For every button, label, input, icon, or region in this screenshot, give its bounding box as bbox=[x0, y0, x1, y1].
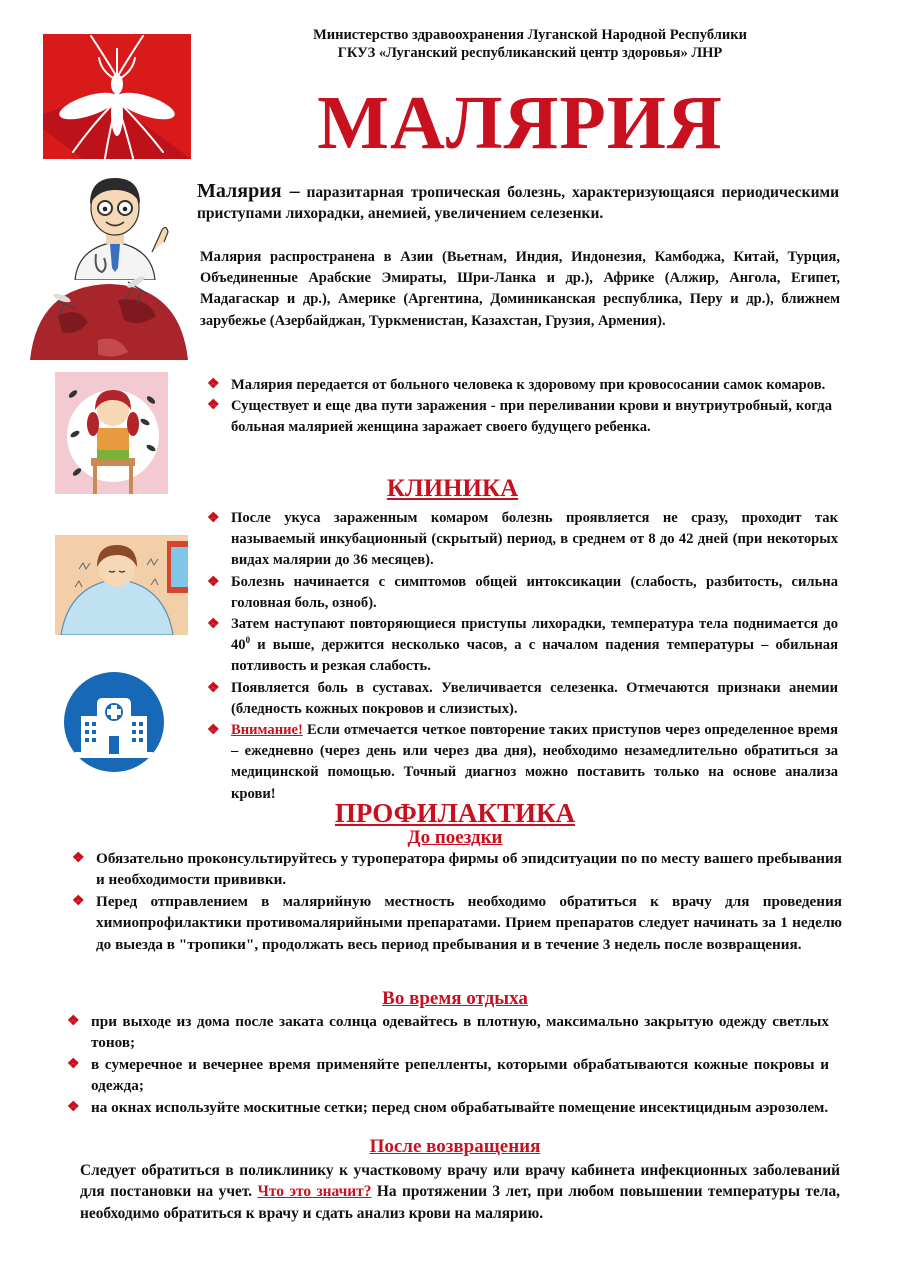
bullet-icon: ❖ bbox=[207, 723, 220, 739]
list-item: ❖ Болезнь начинается с симптомов общей интоксикации (слабость, разбитость, сильна головная боль, озноб). bbox=[207, 573, 838, 611]
list-item: ❖ на окнах используйте москитные сетки; перед сном обрабатывайте помещение инсектицидным аэрозолем. bbox=[65, 1097, 829, 1118]
bullet-icon: ❖ bbox=[207, 617, 220, 633]
during-rest-list bbox=[65, 1011, 829, 1118]
transmission-list bbox=[205, 375, 832, 437]
before-trip-heading: До поездки bbox=[407, 827, 503, 848]
prevention-heading: ПРОФИЛАКТИКА bbox=[334, 798, 576, 828]
bullet-icon: ❖ bbox=[207, 511, 220, 526]
chills-illustration bbox=[55, 535, 188, 635]
during-rest-heading: Во время отдыха bbox=[382, 988, 528, 1009]
after-return-paragraph: Следует обратиться в поликлинику к участковому врачу или врачу кабинета инфекционных заболеваний для постановки на учет. Что это значит? На протяжении 3 лет, при любом повышении температуры тела, необходимо обратиться к врачу и сдать анализ крови на малярию. bbox=[80, 1162, 840, 1222]
bullet-icon: ❖ bbox=[72, 893, 85, 909]
girl-mosquitoes-illustration bbox=[55, 372, 168, 494]
list-item: ❖ в сумеречное и вечернее время применяйте репелленты, которыми обрабатываются кожные покровы и одежда; bbox=[67, 1055, 829, 1095]
bullet-icon: ❖ bbox=[207, 377, 220, 392]
list-item: ❖ Существует и еще два пути заражения - при переливании крови и внутриутробный, когда больная малярией женщина заражает своего будущего ребенка. bbox=[207, 397, 832, 435]
list-item: ❖ при выходе из дома после заката солнца одевайтесь в плотную, максимально закрытую одежду светлых тонов; bbox=[67, 1013, 829, 1052]
bullet-icon: ❖ bbox=[207, 574, 220, 590]
degree-superscript: 0 bbox=[245, 635, 251, 646]
warning-label: Внимание! bbox=[231, 722, 303, 739]
list-item: ❖ Появляется боль в суставах. Увеличивается селезенка. Отмечаются признаки анемии (бледность кожных покровов и слизистых). bbox=[207, 679, 838, 717]
geography-paragraph: Малярия распространена в Азии (Вьетнам, Индия, Индонезия, Камбоджа, Китай, Турция, Объединенные Арабские Эмираты, Шри-Ланка и др.), Африке (Алжир, Ангола, Египет, Мадагаскар и др.), Америке (Аргентина, Доминиканская республика, Перу и др.), ближнем зарубежье (Азербайджан, Туркменистан, Казахстан, Грузия, Армения). bbox=[200, 249, 840, 329]
doctor-illustration bbox=[60, 168, 170, 280]
list-item: ❖ Внимание! Если отмечается четкое повторение таких приступов через определенное время – ежедневно (через день или через два дня), необходимо незамедлительно обратиться за медицинской помощью. Точный диагноз можно поставить только на основе анализа крови! bbox=[207, 722, 838, 802]
list-item: ❖ Затем наступают повторяющиеся приступы лихорадки, температура тела поднимается до $40^0$ и выше, держится несколько часов, а с началом падения температуры – обильная потливость и резкая слабость. bbox=[207, 616, 838, 675]
hospital-icon bbox=[55, 672, 173, 772]
list-item: ❖ После укуса зараженным комаром болезнь проявляется не сразу, проходит так называемый инкубационный (скрытый) период, в среднем от 8 до 42 дней (при некоторых видах малярии до 36 месяцев). bbox=[207, 510, 838, 569]
definition-paragraph bbox=[197, 181, 839, 224]
mosquito-logo-image bbox=[43, 34, 191, 159]
what-does-it-mean-link: Что это значит? bbox=[257, 1183, 372, 1201]
clinic-list bbox=[205, 508, 838, 805]
list-item: ❖ Перед отправлением в малярийную местность необходимо обратиться к врачу для проведения химиопрофилактики противомалярийными препаратами. Прием препаратов следует начинать за 1 неделю до выезда в "тропики", продолжать весь период пребывания и в течение 3 недель после возвращения. bbox=[72, 892, 842, 953]
list-item: ❖ Малярия передается от больного человека к здоровому при кровососании самок комаров. bbox=[205, 375, 832, 396]
bullet-icon: ❖ bbox=[67, 1014, 80, 1029]
bullet-icon: ❖ bbox=[67, 1099, 80, 1115]
before-trip-list bbox=[70, 848, 842, 955]
clinic-heading: КЛИНИКА bbox=[386, 475, 519, 502]
definition-text: паразитарная тропическая болезнь, характеризующаяся периодическими приступами лихорадки, анемией, увеличением селезенки. bbox=[197, 184, 839, 222]
bullet-icon: ❖ bbox=[72, 851, 85, 866]
after-return-heading: После возвращения bbox=[369, 1136, 541, 1157]
ministry-name: Министерство здравоохранения Луганской Народной Республики bbox=[313, 27, 747, 43]
header bbox=[230, 26, 830, 62]
list-item: ❖ Обязательно проконсультируйтесь у туроператора фирмы об эпидситуации по по месту вашего пребывания и необходимости прививки. bbox=[72, 850, 842, 889]
bullet-icon: ❖ bbox=[67, 1056, 80, 1072]
center-name: ГКУЗ «Луганский республиканский центр здоровья» ЛНР bbox=[337, 45, 723, 61]
bullet-icon: ❖ bbox=[207, 680, 220, 696]
page-title: МАЛЯРИЯ bbox=[317, 81, 723, 165]
mosquito-globe-illustration bbox=[28, 276, 190, 360]
bullet-icon: ❖ bbox=[207, 397, 220, 413]
definition-lead: Малярия – bbox=[197, 180, 300, 202]
